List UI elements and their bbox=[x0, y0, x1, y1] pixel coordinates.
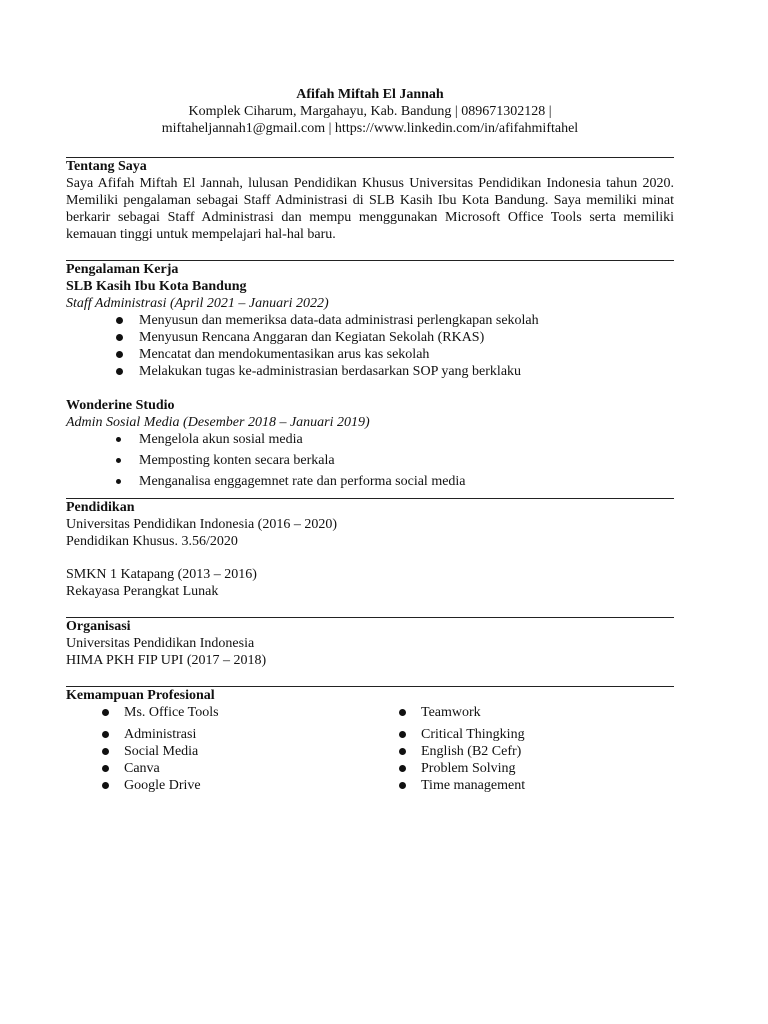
bullet-icon bbox=[102, 782, 109, 789]
bullet-icon bbox=[102, 765, 109, 772]
duty-text: Mengelola akun sosial media bbox=[139, 432, 303, 447]
job-role: Staff Administrasi (April 2021 – Januari 2022) bbox=[66, 296, 329, 311]
job-duties bbox=[66, 431, 674, 490]
education-school: Universitas Pendidikan Indonesia (2016 – 2020) bbox=[66, 517, 338, 532]
bullet-icon bbox=[102, 731, 109, 738]
list-item bbox=[363, 760, 525, 777]
candidate-name: Afifah Miftah El Jannah bbox=[296, 87, 444, 102]
list-item bbox=[66, 329, 674, 346]
bullet-icon bbox=[399, 765, 406, 772]
bullet-icon bbox=[102, 709, 109, 716]
job-entry bbox=[66, 278, 674, 380]
list-item bbox=[66, 704, 363, 721]
bullet-icon bbox=[116, 368, 123, 375]
about-text: Saya Afifah Miftah El Jannah, lulusan Pendidikan Khusus Universitas Pendidikan Indonesia tahun 2020. Memiliki pengalaman sebagai Staff Administrasi di SLB Kasih Ibu Kota Bandung. Saya memiliki minat berkarir sebagai Staff Administrasi dan mempu menggunakan Microsoft Office Tools serta memiliki kemauan tinggi untuk mempelajari hal-hal baru. bbox=[66, 176, 674, 242]
skill-text: Google Drive bbox=[124, 778, 201, 793]
bullet-icon bbox=[102, 748, 109, 755]
skill-text: Social Media bbox=[124, 744, 199, 759]
skill-text: Canva bbox=[124, 761, 160, 776]
job-duties bbox=[66, 312, 674, 380]
job-entry bbox=[66, 397, 674, 490]
duty-text: Menyusun Rencana Anggaran dan Kegiatan Sekolah (RKAS) bbox=[139, 330, 485, 345]
contact-line: miftaheljannah1@gmail.com | https://www.linkedin.com/in/afifahmiftahel bbox=[161, 121, 579, 136]
list-item bbox=[66, 431, 674, 448]
bullet-icon bbox=[399, 731, 406, 738]
skill-text: Teamwork bbox=[421, 705, 481, 720]
bullet-icon bbox=[399, 748, 406, 755]
bullet-icon bbox=[116, 437, 121, 442]
skills-section bbox=[66, 687, 674, 794]
duty-text: Melakukan tugas ke-administrasian berdasarkan SOP yang berklaku bbox=[139, 364, 522, 379]
list-item bbox=[363, 743, 525, 760]
organization-name: Universitas Pendidikan Indonesia bbox=[66, 636, 255, 651]
skill-text: English (B2 Cefr) bbox=[421, 744, 522, 759]
bullet-icon bbox=[399, 709, 406, 716]
education-detail: Rekayasa Perangkat Lunak bbox=[66, 584, 219, 599]
list-item bbox=[66, 743, 363, 760]
section-title: Organisasi bbox=[66, 619, 131, 634]
skill-text: Problem Solving bbox=[421, 761, 516, 776]
resume-page bbox=[66, 86, 674, 794]
bullet-icon bbox=[116, 317, 123, 324]
list-item bbox=[66, 726, 363, 743]
bullet-icon bbox=[116, 351, 123, 358]
education-section bbox=[66, 499, 674, 600]
list-item bbox=[363, 726, 525, 743]
section-title: Pendidikan bbox=[66, 500, 135, 515]
duty-text: Menganalisa enggagemnet rate dan performa social media bbox=[139, 474, 466, 489]
job-company: Wonderine Studio bbox=[66, 398, 175, 413]
job-role: Admin Sosial Media (Desember 2018 – Januari 2019) bbox=[66, 415, 370, 430]
skill-text: Ms. Office Tools bbox=[124, 705, 219, 720]
organization-section bbox=[66, 618, 674, 669]
skills-left-column bbox=[66, 704, 363, 794]
duty-text: Memposting konten secara berkala bbox=[139, 453, 335, 468]
bullet-icon bbox=[116, 458, 121, 463]
skill-text: Time management bbox=[421, 778, 526, 793]
skills-right-column bbox=[363, 704, 525, 794]
address-line: Komplek Ciharum, Margahayu, Kab. Bandung | 089671302128 | bbox=[188, 104, 552, 119]
bullet-icon bbox=[116, 334, 123, 341]
about-section bbox=[66, 158, 674, 243]
list-item bbox=[66, 312, 674, 329]
list-item bbox=[66, 346, 674, 363]
skills-grid bbox=[66, 704, 674, 794]
education-detail: Pendidikan Khusus. 3.56/2020 bbox=[66, 534, 238, 549]
section-title: Tentang Saya bbox=[66, 159, 147, 174]
duty-text: Mencatat dan mendokumentasikan arus kas sekolah bbox=[139, 347, 430, 362]
list-item bbox=[363, 704, 525, 721]
section-title: Kemampuan Profesional bbox=[66, 688, 215, 703]
skill-text: Critical Thingking bbox=[421, 727, 525, 742]
section-title: Pengalaman Kerja bbox=[66, 262, 179, 277]
skill-text: Administrasi bbox=[124, 727, 197, 742]
bullet-icon bbox=[116, 479, 121, 484]
organization-role: HIMA PKH FIP UPI (2017 – 2018) bbox=[66, 653, 267, 668]
experience-section bbox=[66, 261, 674, 490]
list-item bbox=[363, 777, 525, 794]
list-item bbox=[66, 777, 363, 794]
job-company: SLB Kasih Ibu Kota Bandung bbox=[66, 279, 247, 294]
duty-text: Menyusun dan memeriksa data-data administrasi perlengkapan sekolah bbox=[139, 313, 539, 328]
education-school: SMKN 1 Katapang (2013 – 2016) bbox=[66, 567, 257, 582]
bullet-icon bbox=[399, 782, 406, 789]
resume-header bbox=[66, 86, 674, 137]
list-item bbox=[66, 363, 674, 380]
list-item bbox=[66, 452, 674, 469]
list-item bbox=[66, 760, 363, 777]
list-item bbox=[66, 473, 674, 490]
